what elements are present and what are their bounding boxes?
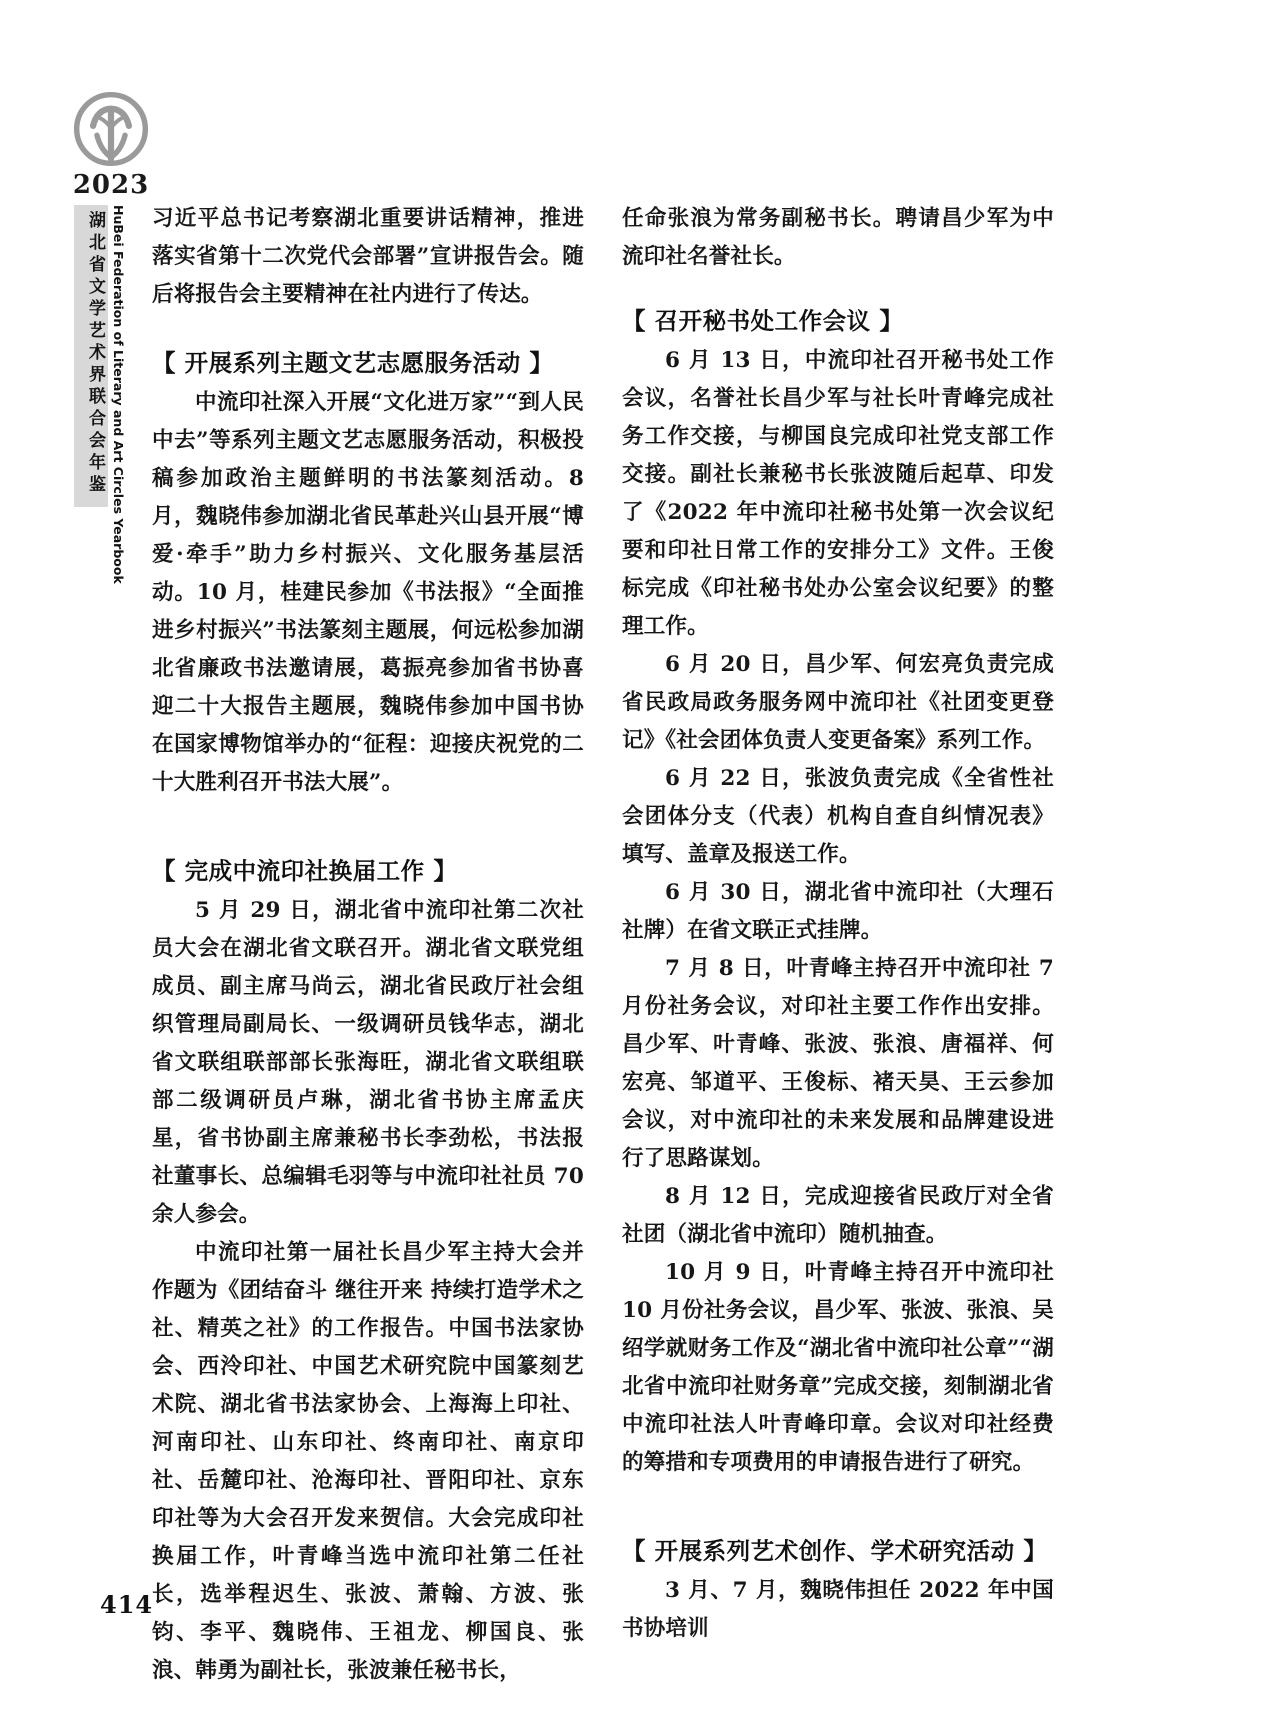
section-heading-art-creation-research: 【 开展系列艺术创作、学术研究活动 】 bbox=[622, 1537, 1048, 1565]
paragraph-continued: 习近平总书记考察湖北重要讲话精神，推进落实省第十二次党代会部署”宣讲报告会。随后将报告会主要精神在社内进行了传达。 bbox=[152, 206, 584, 307]
paragraph: 6 月 20 日，昌少军、何宏亮负责完成省民政局政务服务网中流印社《社团变更登记》《社会团体负责人变更备案》系列工作。 bbox=[622, 652, 1054, 753]
paragraph: 8 月 12 日，完成迎接省民政厅对全省社团（湖北省中流印）随机抽查。 bbox=[622, 1184, 1054, 1247]
paragraph: 6 月 13 日，中流印社召开秘书处工作会议，名誉社长昌少军与社长叶青峰完成社务工作交接，与柳国良完成印社党支部工作交接。副社长兼秘书长张波随后起草、印发了《2022 年中流印社秘书处第一次会议纪要和印社日常工作的安排分工》文件。王俊标完成《印社秘书处办公室会议纪要》的整理工作。 bbox=[622, 348, 1054, 639]
page-number: 414 bbox=[100, 1590, 154, 1619]
section-heading-secretariat-meeting: 【 召开秘书处工作会议 】 bbox=[622, 307, 904, 335]
left-column bbox=[152, 200, 584, 1690]
section-heading-election-work: 【 完成中流印社换届工作 】 bbox=[152, 857, 458, 885]
paragraph: 10 月 9 日，叶青峰主持召开中流印社 10 月份社务会议，昌少军、张波、张浪、吴绍学就财务工作及“湖北省中流印社公章”“湖北省中流印社财务章”完成交接，刻制湖北省中流印社法人叶青峰印章。会议对印社经费的筹措和专项费用的申请报告进行了研究。 bbox=[622, 1260, 1054, 1475]
section-heading-volunteer-activities: 【 开展系列主题文艺志愿服务活动 】 bbox=[152, 349, 554, 377]
paragraph: 3 月、7 月，魏晓伟担任 2022 年中国书协培训 bbox=[622, 1578, 1054, 1641]
paragraph: 5 月 29 日，湖北省中流印社第二次社员大会在湖北省文联召开。湖北省文联党组成员、副主席马尚云，湖北省民政厅社会组织管理局副局长、一级调研员钱华志，湖北省文联组联部部长张海旺，湖北省文联组联部二级调研员卢琳，湖北省书协主席孟庆星，省书协副主席兼秘书长李劲松，书法报社董事长、总编辑毛羽等与中流印社社员 70 余人参会。 bbox=[152, 898, 584, 1227]
paragraph: 中流印社第一届社长昌少军主持大会并作题为《团结奋斗 继往开来 持续打造学术之社、精英之社》的工作报告。中国书法家协会、西泠印社、中国艺术研究院中国篆刻艺术院、湖北省书法家协会、上海海上印社、河南印社、山东印社、终南印社、南京印社、岳麓印社、沧海印社、晋阳印社、京东印社等为大会召开发来贺信。大会完成印社换届工作，叶青峰当选中流印社第二任社长，选举程迟生、张波、萧翰、方波、张钧、李平、魏晓伟、王祖龙、柳国良、张浪、韩勇为副社长，张波兼任秘书长， bbox=[152, 1240, 584, 1683]
side-rail-english-title: HuBei Federation of Literary and Art Circles Yearbook bbox=[111, 205, 126, 584]
paragraph: 6 月 30 日，湖北省中流印社（大理石社牌）在省文联正式挂牌。 bbox=[622, 880, 1054, 943]
side-rail bbox=[74, 205, 140, 605]
spacer bbox=[622, 1482, 1054, 1502]
masthead-year: 2023 bbox=[72, 170, 150, 200]
paragraph: 6 月 22 日，张波负责完成《全省性社会团体分支（代表）机构自查自纠情况表》填写、盖章及报送工作。 bbox=[622, 766, 1054, 867]
paragraph: 7 月 8 日，叶青峰主持召开中流印社 7 月份社务会议，对印社主要工作作出安排。昌少军、叶青峰、张波、张浪、唐福祥、何宏亮、邹道平、王俊标、褚天昊、王云参加会议，对中流印社的未来发展和品牌建设进行了思路谋划。 bbox=[622, 956, 1054, 1171]
paragraph: 中流印社深入开展“文化进万家”“到人民中去”等系列主题文艺志愿服务活动，积极投稿参加政治主题鲜明的书法篆刻活动。8 月，魏晓伟参加湖北省民革赴兴山县开展“博爱·牵手”助力乡村振兴、文化服务基层活动。10 月，桂建民参加《书法报》“全面推进乡村振兴”书法篆刻主题展，何远松参加湖北省廉政书法邀请展，葛振亮参加省书协喜迎二十大报告主题展，魏晓伟参加中国书协在国家博物馆举办的“征程：迎接庆祝党的二十大胜利召开书法大展”。 bbox=[152, 390, 584, 795]
side-rail-chinese-title: 湖北省文学艺术界联合会年鉴 bbox=[74, 205, 108, 507]
paragraph-continued: 任命张浪为常务副秘书长。聘请昌少军为中流印社名誉社长。 bbox=[622, 206, 1054, 269]
right-column bbox=[622, 200, 1054, 1648]
spacer bbox=[152, 802, 584, 822]
masthead bbox=[68, 90, 154, 198]
arch-emblem-icon bbox=[72, 90, 150, 168]
